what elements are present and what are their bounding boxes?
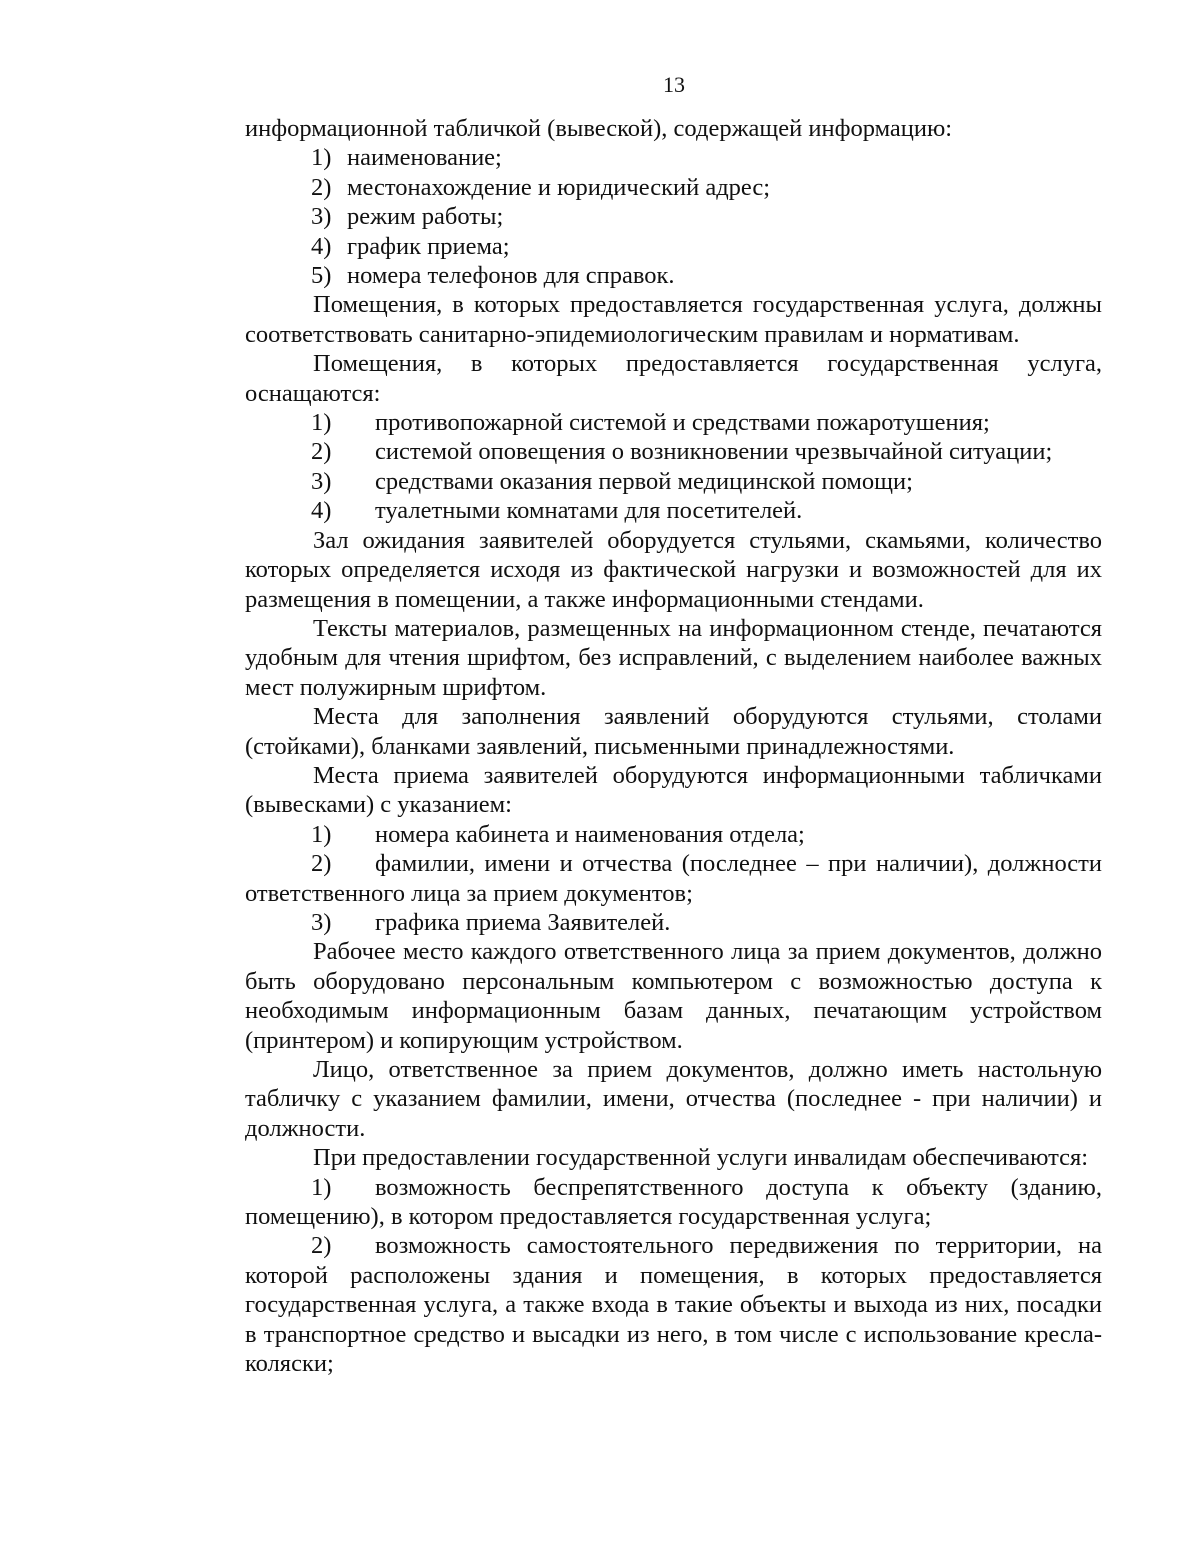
list-item-text: фамилии, имени и отчества (последнее – при наличии), должности ответственного лица за прием документов; xyxy=(245,850,1102,907)
document-body xyxy=(245,114,1102,1378)
list-item-number: 2) xyxy=(311,1232,332,1260)
list-item-text: номера кабинета и наименования отдела; xyxy=(375,820,805,848)
paragraph-workplace: Рабочее место каждого ответственного лица за прием документов, должно быть оборудовано персональным компьютером с возможностью доступа к необходимым информационным базам данных, печатающим устройством (принтером) и копирующим устройством. xyxy=(245,938,1102,1054)
list-item xyxy=(311,143,1102,172)
list-item-text: местонахождение и юридический адрес; xyxy=(347,173,771,201)
list-item-number: 1) xyxy=(311,820,332,848)
list-item-number: 2) xyxy=(311,438,332,466)
paragraph-nameplate: Лицо, ответственное за прием документов, должно иметь настольную табличку с указанием фамилии, имени, отчества (последнее - при наличии) и должности. xyxy=(245,1056,1102,1142)
page-number: 13 xyxy=(663,72,685,97)
list-item-number: 1) xyxy=(311,144,332,172)
list-item-number: 3) xyxy=(311,908,332,936)
list-item xyxy=(311,820,1102,849)
paragraph-reception: Места приема заявителей оборудуются информационными табличками (вывесками) с указанием: xyxy=(245,761,1102,819)
list-item xyxy=(311,261,1102,290)
list-item-number: 4) xyxy=(311,232,332,260)
paragraph-equipped: Помещения, в которых предоставляется государственная услуга, оснащаются: xyxy=(245,350,1102,407)
list-item xyxy=(311,173,1102,202)
reception-list xyxy=(245,820,1102,938)
list-item-number: 3) xyxy=(311,467,332,495)
list-item-number: 2) xyxy=(311,850,332,878)
paragraph-forms: Места для заполнения заявлений оборудуются стульями, столами (стойками), бланками заявлений, письменными принадлежностями. xyxy=(245,703,1102,760)
paragraph-sanitary: Помещения, в которых предоставляется государственная услуга, должны соответствовать санитарно-эпидемиологическим правилам и нормативам. xyxy=(245,291,1102,348)
list-item-number: 3) xyxy=(311,203,332,231)
list-item xyxy=(311,437,1102,466)
list-item-text: график приема; xyxy=(347,232,510,260)
list-item xyxy=(311,467,1102,496)
list-item xyxy=(311,232,1102,261)
list-item-text: системой оповещения о возникновении чрезвычайной ситуации; xyxy=(375,438,1053,466)
intro-line: информационной табличкой (вывеской), содержащей информацию: xyxy=(245,115,953,142)
list-item xyxy=(311,202,1102,231)
list-item-text: номера телефонов для справок. xyxy=(347,262,675,290)
list-item xyxy=(311,908,1102,937)
list-item xyxy=(311,408,1102,437)
list-item-text: возможность беспрепятственного доступа к объекту (зданию, помещению), в котором предоставляется государственная услуга; xyxy=(245,1173,1102,1231)
list-item-number: 4) xyxy=(311,497,332,525)
list-item-text: наименование; xyxy=(347,144,502,172)
list-item-text: противопожарной системой и средствами пожаротушения; xyxy=(375,409,990,437)
list-item-text: графика приема Заявителей. xyxy=(375,908,671,936)
sign-info-list xyxy=(245,143,1102,290)
list-item xyxy=(311,496,1102,525)
list-item-text: средствами оказания первой медицинской помощи; xyxy=(375,467,913,495)
list-item xyxy=(245,1231,1102,1378)
list-item xyxy=(245,849,1102,908)
paragraph-waiting-hall: Зал ожидания заявителей оборудуется стульями, скамьями, количество которых определяется исходя из фактической нагрузки и возможностей для их размещения в помещении, а также информационными стендами. xyxy=(245,526,1102,613)
disabled-access-list xyxy=(245,1173,1102,1379)
list-item-text: режим работы; xyxy=(347,203,504,231)
list-item-number: 1) xyxy=(311,409,332,437)
paragraph-texts: Тексты материалов, размещенных на информационном стенде, печатаются удобным для чтения шрифтом, без исправлений, с выделением наиболее важных мест полужирным шрифтом. xyxy=(245,614,1102,701)
list-item-text: возможность самостоятельного передвижения по территории, на которой расположены здания и помещения, в которых предоставляется государственная услуга, а также входа в такие объекты и выхода из них, посадки в транспортное средство и высадки из него, в том числе с использование кресла-коляски; xyxy=(245,1232,1102,1378)
list-item xyxy=(245,1173,1102,1232)
list-item-number: 5) xyxy=(311,262,332,290)
list-item-number: 1) xyxy=(311,1173,332,1201)
list-item-text: туалетными комнатами для посетителей. xyxy=(375,497,803,525)
paragraph-disabled: При предоставлении государственной услуги инвалидам обеспечиваются: xyxy=(313,1144,1089,1172)
equipment-list xyxy=(245,408,1102,526)
list-item-number: 2) xyxy=(311,173,332,201)
